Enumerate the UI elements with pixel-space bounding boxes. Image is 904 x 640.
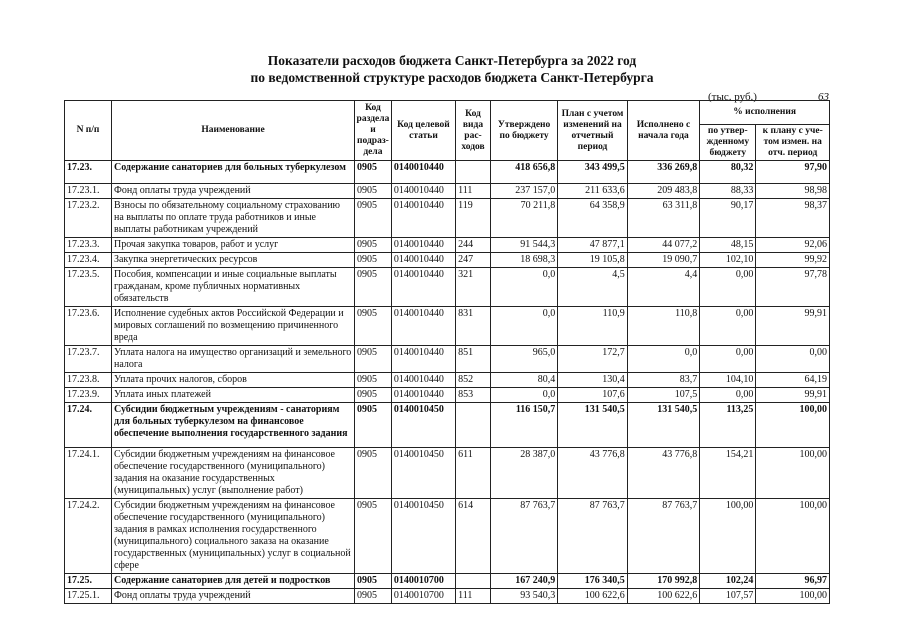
row-type-code: 852 <box>456 373 491 388</box>
row-number: 17.23.2. <box>65 199 112 238</box>
row-pct-budget: 107,57 <box>700 589 756 604</box>
row-pct-plan: 98,98 <box>756 184 830 199</box>
row-approved-value: 0,0 <box>490 307 557 346</box>
col-header-pct-budget: по утвер-жденному бюджету <box>700 125 756 161</box>
row-executed-value: 43 776,8 <box>627 448 700 499</box>
row-section-code: 0905 <box>355 346 392 373</box>
row-pct-budget: 90,17 <box>700 199 756 238</box>
row-pct-budget: 102,10 <box>700 253 756 268</box>
row-name: Уплата прочих налогов, сборов <box>111 373 354 388</box>
row-name: Фонд оплаты труда учреждений <box>111 589 354 604</box>
col-header-name: Наименование <box>111 101 354 161</box>
row-pct-plan: 100,00 <box>756 448 830 499</box>
row-target-code: 0140010440 <box>391 199 455 238</box>
row-type-code: 244 <box>456 238 491 253</box>
row-name: Уплата налога на имущество организаций и земельного налога <box>111 346 354 373</box>
row-type-code: 853 <box>456 388 491 403</box>
row-target-code: 0140010450 <box>391 448 455 499</box>
table-row <box>65 448 830 499</box>
row-section-code: 0905 <box>355 448 392 499</box>
row-executed-value: 44 077,2 <box>627 238 700 253</box>
row-section-code: 0905 <box>355 199 392 238</box>
row-type-code: 321 <box>456 268 491 307</box>
row-target-code: 0140010440 <box>391 346 455 373</box>
report-title-line1: Показатели расходов бюджета Санкт-Петербурга за 2022 год <box>267 53 637 68</box>
row-pct-budget: 104,10 <box>700 373 756 388</box>
row-pct-budget: 0,00 <box>700 346 756 373</box>
row-target-code: 0140010440 <box>391 161 455 184</box>
row-plan-value: 110,9 <box>558 307 627 346</box>
table-body <box>65 161 830 604</box>
row-approved-value: 91 544,3 <box>490 238 557 253</box>
row-number: 17.23. <box>65 161 112 184</box>
row-section-code: 0905 <box>355 238 392 253</box>
page-number: 63 <box>818 91 829 103</box>
row-executed-value: 87 763,7 <box>627 499 700 574</box>
row-type-code: 119 <box>456 199 491 238</box>
row-target-code: 0140010450 <box>391 403 455 448</box>
row-number: 17.23.1. <box>65 184 112 199</box>
table-row <box>65 253 830 268</box>
row-target-code: 0140010440 <box>391 253 455 268</box>
row-executed-value: 336 269,8 <box>627 161 700 184</box>
row-section-code: 0905 <box>355 499 392 574</box>
row-name: Содержание санаториев для больных туберкулезом <box>111 161 354 184</box>
row-pct-plan: 64,19 <box>756 373 830 388</box>
row-approved-value: 18 698,3 <box>490 253 557 268</box>
row-section-code: 0905 <box>355 253 392 268</box>
row-pct-plan: 100,00 <box>756 499 830 574</box>
row-name: Прочая закупка товаров, работ и услуг <box>111 238 354 253</box>
row-number: 17.25. <box>65 574 112 589</box>
col-header-section: Код раздела и подраз-дела <box>355 101 392 161</box>
row-pct-plan: 97,78 <box>756 268 830 307</box>
col-header-pct-group: % исполнения <box>700 101 830 125</box>
row-approved-value: 70 211,8 <box>490 199 557 238</box>
row-plan-value: 43 776,8 <box>558 448 627 499</box>
table-row <box>65 373 830 388</box>
row-type-code <box>456 403 491 448</box>
row-type-code: 111 <box>456 184 491 199</box>
row-approved-value: 0,0 <box>490 268 557 307</box>
row-pct-budget: 100,00 <box>700 499 756 574</box>
row-number: 17.24.2. <box>65 499 112 574</box>
row-pct-plan: 96,97 <box>756 574 830 589</box>
row-type-code: 831 <box>456 307 491 346</box>
row-pct-budget: 154,21 <box>700 448 756 499</box>
row-name: Субсидии бюджетным учреждениям на финансовое обеспечение государственного (муниципального) задания на оказание государственных (муниципальных) услуг (выполнение работ) <box>111 448 354 499</box>
row-executed-value: 107,5 <box>627 388 700 403</box>
row-target-code: 0140010440 <box>391 184 455 199</box>
row-executed-value: 4,4 <box>627 268 700 307</box>
row-pct-plan: 100,00 <box>756 403 830 448</box>
table-row <box>65 238 830 253</box>
row-number: 17.23.8. <box>65 373 112 388</box>
col-header-target: Код целевой статьи <box>391 101 455 161</box>
row-number: 17.23.5. <box>65 268 112 307</box>
row-type-code <box>456 161 491 184</box>
row-name: Уплата иных платежей <box>111 388 354 403</box>
row-pct-budget: 80,32 <box>700 161 756 184</box>
row-name: Содержание санаториев для детей и подростков <box>111 574 354 589</box>
row-pct-plan: 97,90 <box>756 161 830 184</box>
row-pct-budget: 113,25 <box>700 403 756 448</box>
row-approved-value: 0,0 <box>490 388 557 403</box>
row-executed-value: 100 622,6 <box>627 589 700 604</box>
row-executed-value: 63 311,8 <box>627 199 700 238</box>
row-plan-value: 87 763,7 <box>558 499 627 574</box>
row-pct-budget: 0,00 <box>700 268 756 307</box>
row-type-code: 247 <box>456 253 491 268</box>
row-approved-value: 116 150,7 <box>490 403 557 448</box>
row-number: 17.23.9. <box>65 388 112 403</box>
row-section-code: 0905 <box>355 373 392 388</box>
row-plan-value: 100 622,6 <box>558 589 627 604</box>
row-type-code <box>456 574 491 589</box>
col-header-approved: Утверждено по бюджету <box>490 101 557 161</box>
row-pct-budget: 102,24 <box>700 574 756 589</box>
table-row <box>65 268 830 307</box>
row-pct-plan: 99,92 <box>756 253 830 268</box>
row-pct-budget: 0,00 <box>700 388 756 403</box>
row-executed-value: 19 090,7 <box>627 253 700 268</box>
row-name: Закупка энергетических ресурсов <box>111 253 354 268</box>
row-pct-plan: 98,37 <box>756 199 830 238</box>
row-name: Пособия, компенсации и иные социальные выплаты гражданам, кроме публичных нормативных обязательств <box>111 268 354 307</box>
row-section-code: 0905 <box>355 574 392 589</box>
row-target-code: 0140010440 <box>391 238 455 253</box>
row-target-code: 0140010440 <box>391 307 455 346</box>
row-approved-value: 80,4 <box>490 373 557 388</box>
row-pct-budget: 0,00 <box>700 307 756 346</box>
col-header-type: Код вида рас-ходов <box>456 101 491 161</box>
row-number: 17.23.3. <box>65 238 112 253</box>
row-target-code: 0140010440 <box>391 268 455 307</box>
units-label: (тыс. руб.) <box>708 91 757 103</box>
col-header-num: N п/п <box>65 101 112 161</box>
row-section-code: 0905 <box>355 403 392 448</box>
table-row <box>65 589 830 604</box>
row-pct-budget: 88,33 <box>700 184 756 199</box>
table-row <box>65 199 830 238</box>
row-executed-value: 0,0 <box>627 346 700 373</box>
row-executed-value: 170 992,8 <box>627 574 700 589</box>
row-number: 17.24. <box>65 403 112 448</box>
row-name: Фонд оплаты труда учреждений <box>111 184 354 199</box>
row-plan-value: 47 877,1 <box>558 238 627 253</box>
table-row <box>65 574 830 589</box>
row-pct-plan: 99,91 <box>756 388 830 403</box>
row-plan-value: 172,7 <box>558 346 627 373</box>
row-number: 17.23.4. <box>65 253 112 268</box>
row-target-code: 0140010700 <box>391 589 455 604</box>
row-pct-plan: 92,06 <box>756 238 830 253</box>
row-name: Субсидии бюджетным учреждениям - санаториям для больных туберкулезом на финансовое обеспечение выполнения государственного задания <box>111 403 354 448</box>
row-approved-value: 965,0 <box>490 346 557 373</box>
row-section-code: 0905 <box>355 307 392 346</box>
row-plan-value: 131 540,5 <box>558 403 627 448</box>
row-approved-value: 93 540,3 <box>490 589 557 604</box>
row-target-code: 0140010450 <box>391 499 455 574</box>
row-type-code: 851 <box>456 346 491 373</box>
row-number: 17.23.6. <box>65 307 112 346</box>
row-type-code: 614 <box>456 499 491 574</box>
row-executed-value: 83,7 <box>627 373 700 388</box>
row-section-code: 0905 <box>355 589 392 604</box>
col-header-executed: Исполнено с начала года <box>627 101 700 161</box>
row-pct-plan: 99,91 <box>756 307 830 346</box>
row-plan-value: 343 499,5 <box>558 161 627 184</box>
row-approved-value: 87 763,7 <box>490 499 557 574</box>
table-row <box>65 346 830 373</box>
row-name: Взносы по обязательному социальному страхованию на выплаты по оплате труда работников и иные выплаты работникам учреждений <box>111 199 354 238</box>
table-row <box>65 184 830 199</box>
row-plan-value: 64 358,9 <box>558 199 627 238</box>
row-pct-budget: 48,15 <box>700 238 756 253</box>
row-executed-value: 110,8 <box>627 307 700 346</box>
row-target-code: 0140010440 <box>391 373 455 388</box>
row-section-code: 0905 <box>355 268 392 307</box>
row-number: 17.24.1. <box>65 448 112 499</box>
col-header-plan: План с учетом изменений на отчетный период <box>558 101 627 161</box>
row-approved-value: 167 240,9 <box>490 574 557 589</box>
row-name: Субсидии бюджетным учреждениям на финансовое обеспечение государственного (муниципального) задания в рамках исполнения государственного (муниципального) социального заказа на оказание государственных (муниципальных) услуг в социальной сфере <box>111 499 354 574</box>
row-number: 17.25.1. <box>65 589 112 604</box>
row-approved-value: 28 387,0 <box>490 448 557 499</box>
table-row <box>65 388 830 403</box>
table-row <box>65 161 830 184</box>
row-target-code: 0140010700 <box>391 574 455 589</box>
row-approved-value: 418 656,8 <box>490 161 557 184</box>
row-name: Исполнение судебных актов Российской Федерации и мировых соглашений по возмещению причиненного вреда <box>111 307 354 346</box>
table-row <box>65 307 830 346</box>
budget-table <box>64 100 830 604</box>
row-executed-value: 131 540,5 <box>627 403 700 448</box>
row-number: 17.23.7. <box>65 346 112 373</box>
row-plan-value: 107,6 <box>558 388 627 403</box>
row-section-code: 0905 <box>355 184 392 199</box>
row-section-code: 0905 <box>355 388 392 403</box>
row-type-code: 111 <box>456 589 491 604</box>
row-plan-value: 211 633,6 <box>558 184 627 199</box>
table-row <box>65 499 830 574</box>
col-header-pct-plan: к плану с уче-том измен. на отч. период <box>756 125 830 161</box>
table-row <box>65 403 830 448</box>
row-plan-value: 176 340,5 <box>558 574 627 589</box>
row-pct-plan: 0,00 <box>756 346 830 373</box>
row-plan-value: 130,4 <box>558 373 627 388</box>
row-type-code: 611 <box>456 448 491 499</box>
report-title-line2: по ведомственной структуре расходов бюджета Санкт-Петербурга <box>250 70 654 85</box>
row-section-code: 0905 <box>355 161 392 184</box>
row-approved-value: 237 157,0 <box>490 184 557 199</box>
row-target-code: 0140010440 <box>391 388 455 403</box>
row-plan-value: 19 105,8 <box>558 253 627 268</box>
row-executed-value: 209 483,8 <box>627 184 700 199</box>
row-plan-value: 4,5 <box>558 268 627 307</box>
row-pct-plan: 100,00 <box>756 589 830 604</box>
